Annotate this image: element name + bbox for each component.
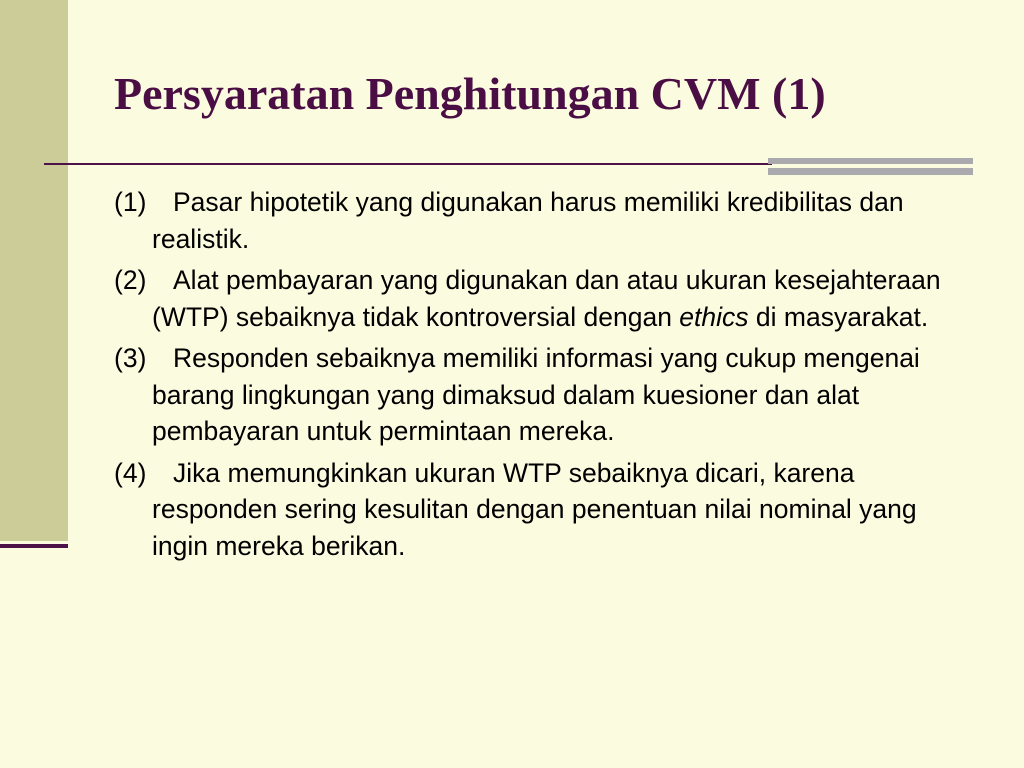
item-number: (2) (114, 265, 147, 295)
item-text: Jika memungkinkan ukuran WTP sebaiknya dicari, karena responden sering kesulitan dengan penentuan nilai nominal yang ingin mereka berikan. (152, 457, 917, 561)
gray-bar-top (768, 158, 973, 164)
gray-bar-bottom (768, 168, 973, 175)
left-accent-line (0, 544, 68, 548)
list-item-3 (114, 340, 974, 450)
slide-title: Persyaratan Penghitungan CVM (1) (114, 68, 826, 119)
item-text: Responden sebaiknya memiliki informasi yang cukup mengenai barang lingkungan yang dimaksud dalam kuesioner dan alat pembayaran untuk permintaan mereka. (152, 343, 920, 446)
left-decorative-band (0, 0, 68, 541)
list-item-2 (114, 262, 974, 335)
item-number: (4) (114, 457, 147, 488)
requirements-list (114, 184, 974, 569)
decorative-gray-bars (768, 158, 973, 178)
title-divider-line (44, 163, 772, 165)
item-text-before: Alat pembayaran yang digunakan dan atau ukuran kesejahteraan (WTP) sebaiknya tidak kontroversial dengan (152, 265, 941, 332)
list-item-4 (114, 455, 974, 565)
list-item-1 (114, 184, 974, 257)
item-number: (1) (114, 187, 147, 217)
item-text-italic: ethics (679, 301, 749, 332)
item-text: Pasar hipotetik yang digunakan harus memiliki kredibilitas dan realistik. (152, 187, 904, 254)
item-number: (3) (114, 343, 147, 373)
item-text-after: di masyarakat. (748, 301, 929, 332)
